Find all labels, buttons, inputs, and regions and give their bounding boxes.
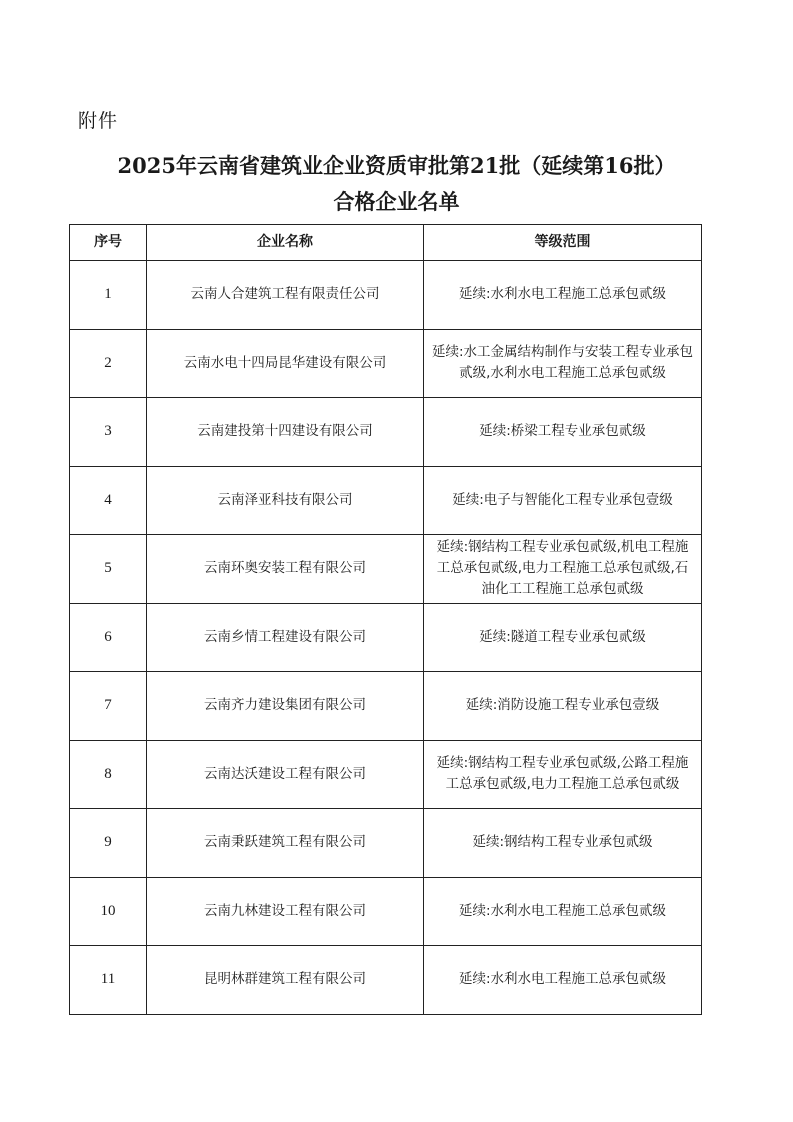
serial-number-cell: 9 (70, 809, 147, 878)
table-row (70, 877, 702, 946)
company-name-cell: 云南人合建筑工程有限责任公司 (147, 261, 424, 330)
serial-number-cell: 5 (70, 535, 147, 604)
table-row (70, 740, 702, 809)
table-row (70, 809, 702, 878)
table-header-row (70, 225, 702, 261)
serial-number-cell: 8 (70, 740, 147, 809)
table-row (70, 398, 702, 467)
qualification-scope-cell: 延续:桥梁工程专业承包贰级 (424, 398, 702, 467)
company-name-cell: 云南齐力建设集团有限公司 (147, 672, 424, 741)
qualification-scope-cell: 延续:钢结构工程专业承包贰级 (424, 809, 702, 878)
serial-number-cell: 1 (70, 261, 147, 330)
qualification-scope-cell: 延续:水利水电工程施工总承包贰级 (424, 946, 702, 1015)
table-row (70, 261, 702, 330)
qualification-scope-cell: 延续:钢结构工程专业承包贰级,机电工程施工总承包贰级,电力工程施工总承包贰级,石油化工工程施工总承包贰级 (424, 535, 702, 604)
qualification-scope-cell: 延续:隧道工程专业承包贰级 (424, 603, 702, 672)
company-name-cell: 云南泽亚科技有限公司 (147, 466, 424, 535)
table-row (70, 672, 702, 741)
attachment-label: 附件 (78, 110, 119, 132)
qualification-scope-cell: 延续:水工金属结构制作与安装工程专业承包贰级,水利水电工程施工总承包贰级 (424, 329, 702, 398)
qualified-companies-table (69, 224, 702, 1015)
header-company-name: 企业名称 (147, 225, 424, 261)
serial-number-cell: 4 (70, 466, 147, 535)
company-name-cell: 云南秉跃建筑工程有限公司 (147, 809, 424, 878)
serial-number-cell: 6 (70, 603, 147, 672)
table-row (70, 535, 702, 604)
qualification-scope-cell: 延续:消防设施工程专业承包壹级 (424, 672, 702, 741)
header-serial-number: 序号 (70, 225, 147, 261)
table-row (70, 946, 702, 1015)
header-qualification-scope: 等级范围 (424, 225, 702, 261)
company-name-cell: 云南环奥安装工程有限公司 (147, 535, 424, 604)
title-line-2: 合格企业名单 (333, 189, 460, 214)
qualification-scope-cell: 延续:水利水电工程施工总承包贰级 (424, 261, 702, 330)
qualification-scope-cell: 延续:钢结构工程专业承包贰级,公路工程施工总承包贰级,电力工程施工总承包贰级 (424, 740, 702, 809)
company-name-cell: 云南水电十四局昆华建设有限公司 (147, 329, 424, 398)
serial-number-cell: 11 (70, 946, 147, 1015)
serial-number-cell: 10 (70, 877, 147, 946)
document-title (0, 148, 793, 220)
company-name-cell: 云南乡情工程建设有限公司 (147, 603, 424, 672)
qualification-scope-cell: 延续:水利水电工程施工总承包贰级 (424, 877, 702, 946)
company-name-cell: 云南达沃建设工程有限公司 (147, 740, 424, 809)
serial-number-cell: 3 (70, 398, 147, 467)
table-row (70, 329, 702, 398)
serial-number-cell: 7 (70, 672, 147, 741)
company-name-cell: 云南九林建设工程有限公司 (147, 877, 424, 946)
table-row (70, 603, 702, 672)
company-name-cell: 昆明林群建筑工程有限公司 (147, 946, 424, 1015)
qualification-scope-cell: 延续:电子与智能化工程专业承包壹级 (424, 466, 702, 535)
table-row (70, 466, 702, 535)
company-name-cell: 云南建投第十四建设有限公司 (147, 398, 424, 467)
title-line-1: 2025年云南省建筑业企业资质审批第21批（延续第16批） (117, 153, 676, 178)
serial-number-cell: 2 (70, 329, 147, 398)
